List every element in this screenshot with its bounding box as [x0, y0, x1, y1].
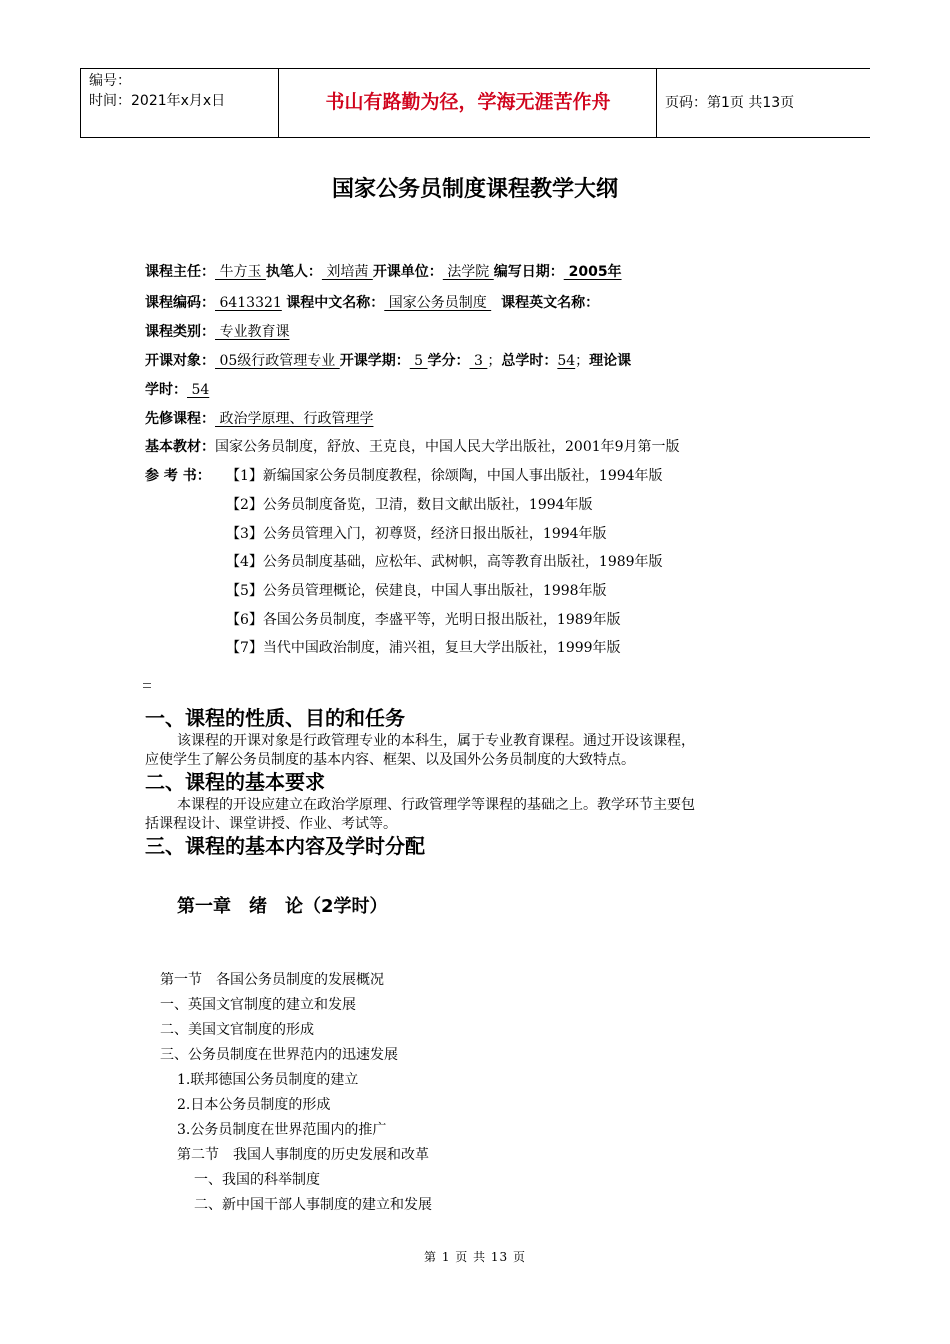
credits-value: 3	[469, 353, 488, 369]
theory-hours-value: 54	[187, 382, 210, 398]
target-label: 开课对象：	[145, 353, 215, 369]
outline-subitem: 2.日本公务员制度的形成	[177, 1097, 331, 1113]
semester-value: 5	[409, 353, 428, 369]
author-value: 刘培茜	[321, 264, 373, 280]
target-value: 05级行政管理专业	[215, 353, 340, 369]
section-1-line-1: 该课程的开课对象是行政管理专业的本科生，属于专业教育课程。通过开设该课程，	[177, 733, 695, 749]
total-hours-value: 54	[557, 353, 576, 369]
date-value: 2005年	[563, 264, 622, 280]
outline-subitem: 1.联邦德国公务员制度的建立	[177, 1072, 359, 1088]
course-director-value: 牛方玉	[215, 264, 266, 280]
reference-item: 【1】新编国家公务员制度教程，徐颂陶，中国人事出版社，1994年版	[226, 468, 663, 484]
section-1-title: 一、课程的性质、目的和任务	[145, 706, 405, 730]
department-label: 开课单位：	[372, 264, 443, 280]
date-label: 编写日期：	[493, 264, 564, 280]
reference-item: 【3】公务员管理入门，初尊贤，经济日报出版社，1994年版	[226, 526, 607, 542]
info-row-4	[145, 351, 631, 371]
header-divider-1	[278, 69, 279, 137]
document-title: 国家公务员制度课程教学大纲	[331, 177, 618, 202]
theory-hours-label-cont: 学时：	[145, 382, 187, 398]
total-hours-label: 总学时：	[501, 353, 558, 369]
author-label: 执笔人：	[265, 264, 322, 280]
prerequisite-label: 先修课程：	[145, 411, 215, 427]
info-row-5	[145, 380, 209, 400]
outline-section-1: 第一节 各国公务员制度的发展概况	[160, 972, 384, 988]
header-time: 时间：2021年x月x日	[89, 93, 226, 109]
section-1-line-2: 应使学生了解公务员制度的基本内容、框架、以及国外公务员制度的大致特点。	[145, 752, 635, 768]
outline-subitem: 3.公务员制度在世界范围内的推广	[177, 1122, 387, 1138]
textbook-value: 国家公务员制度，舒放、王克良，中国人民大学出版社，2001年9月第一版	[215, 439, 680, 455]
english-name-label: 课程英文名称：	[501, 295, 600, 311]
reference-item: 【7】当代中国政治制度，浦兴祖，复旦大学出版社，1999年版	[226, 640, 621, 656]
theory-hours-label: 理论课	[589, 353, 632, 369]
page-footer: 第 1 页 共 13 页	[424, 1250, 526, 1264]
separator: ；	[487, 353, 502, 369]
course-code-value: 6413321	[215, 295, 282, 311]
textbook-label: 基本教材：	[145, 439, 215, 455]
credits-label: 学分：	[427, 353, 470, 369]
section-2-line-1: 本课程的开设应建立在政治学原理、行政管理学等课程的基础之上。教学环节主要包	[177, 797, 695, 813]
reference-item: 【4】公务员制度基础，应松年、武树帜，高等教育出版社，1989年版	[226, 554, 663, 570]
reference-item: 【2】公务员制度备览，卫清，数目文献出版社，1994年版	[226, 497, 593, 513]
info-row-1	[145, 262, 622, 282]
course-code-label: 课程编码：	[145, 295, 215, 311]
chinese-name-label: 课程中文名称：	[286, 295, 385, 311]
outline-item: 二、美国文官制度的形成	[160, 1022, 314, 1038]
references-label-text: 参 考 书：	[145, 468, 211, 484]
header-divider-2	[656, 69, 657, 137]
references-label	[145, 466, 211, 486]
outline-item: 一、我国的科举制度	[194, 1172, 320, 1188]
reference-item: 【5】公务员管理概论，侯建良，中国人事出版社，1998年版	[226, 583, 607, 599]
info-row-3	[145, 322, 289, 342]
header-number: 编号：	[89, 73, 131, 89]
course-category-label: 课程类别：	[145, 324, 215, 340]
info-row-7	[145, 437, 680, 457]
separator: ；	[575, 353, 590, 369]
small-mark	[143, 683, 151, 688]
prerequisite-value: 政治学原理、行政管理学	[215, 411, 374, 427]
info-row-6	[145, 409, 373, 429]
header-motto: 书山有路勤为径，学海无涯苦作舟	[325, 91, 611, 113]
section-2-title: 二、课程的基本要求	[145, 770, 325, 794]
section-3-title: 三、课程的基本内容及学时分配	[145, 834, 425, 858]
section-2-line-2: 括课程设计、课堂讲授、作业、考试等。	[145, 816, 397, 832]
outline-item: 三、公务员制度在世界范内的迅速发展	[160, 1047, 398, 1063]
outline-item: 二、新中国干部人事制度的建立和发展	[194, 1197, 432, 1213]
header-page-number: 页码：第1页 共13页	[665, 95, 795, 111]
chapter-title: 第一章 绪 论（2学时）	[177, 896, 388, 917]
outline-item: 一、英国文官制度的建立和发展	[160, 997, 356, 1013]
outline-section-2: 第二节 我国人事制度的历史发展和改革	[177, 1147, 429, 1163]
header-left-border	[80, 69, 81, 137]
reference-item: 【6】各国公务员制度，李盛平等，光明日报出版社，1989年版	[226, 612, 621, 628]
department-value: 法学院	[442, 264, 494, 280]
chinese-name-value: 国家公务员制度	[384, 295, 492, 311]
header-table	[80, 68, 870, 138]
course-category-value: 专业教育课	[215, 324, 290, 340]
semester-label: 开课学期：	[339, 353, 410, 369]
course-director-label: 课程主任：	[145, 264, 215, 280]
info-row-2	[145, 293, 599, 313]
